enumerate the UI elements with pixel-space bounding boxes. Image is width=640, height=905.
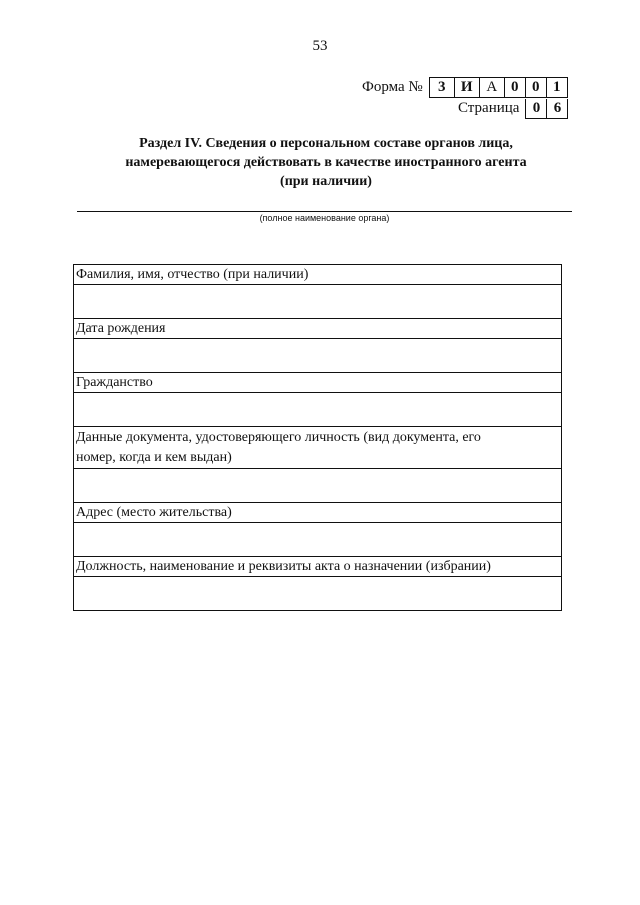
- section-title-line: Раздел IV. Сведения о персональном составе органов лица,: [139, 136, 513, 151]
- field-label-address: Адрес (место жительства): [74, 503, 561, 523]
- organ-name-caption: (полное наименование органа): [259, 213, 390, 223]
- form-number-label: Форма №: [362, 79, 423, 95]
- section-title-line: намеревающегося действовать в качестве иностранного агента: [125, 155, 527, 170]
- form-code-cell: 1: [547, 78, 568, 97]
- field-label-full-name: Фамилия, имя, отчество (при наличии): [74, 265, 561, 285]
- organ-name-line[interactable]: [77, 211, 572, 212]
- field-value-citizenship[interactable]: [74, 393, 561, 427]
- field-value-full-name[interactable]: [74, 285, 561, 319]
- field-value-birth-date[interactable]: [74, 339, 561, 373]
- personal-data-table: [73, 264, 562, 611]
- field-value-position[interactable]: [74, 577, 561, 610]
- form-number-row: [362, 77, 568, 98]
- field-value-identity-document[interactable]: [74, 469, 561, 503]
- page-indicator-label: Страница: [458, 100, 520, 116]
- page-digit-cell: 0: [526, 99, 547, 118]
- field-label-birth-date: Дата рождения: [74, 319, 561, 339]
- page-indicator-row: [458, 98, 568, 119]
- page-digit-cell: 6: [547, 99, 568, 118]
- field-label-identity-document: [74, 427, 561, 469]
- page-number: 53: [312, 38, 328, 54]
- form-code-boxes: [429, 77, 568, 98]
- field-label-line: Данные документа, удостоверяющего личность (вид документа, его: [76, 430, 481, 445]
- field-label-citizenship: Гражданство: [74, 373, 561, 393]
- form-code-cell: 0: [505, 78, 526, 97]
- form-code-cell: И: [455, 78, 480, 97]
- field-value-address[interactable]: [74, 523, 561, 557]
- form-code-cell: 3: [430, 78, 455, 97]
- field-label-position: Должность, наименование и реквизиты акта о назначении (избрании): [74, 557, 561, 577]
- section-title-line: (при наличии): [280, 174, 372, 189]
- form-code-cell: 0: [526, 78, 547, 97]
- field-label-line: номер, когда и кем выдан): [76, 450, 232, 465]
- form-code-cell: А: [480, 78, 505, 97]
- section-title: [60, 134, 592, 191]
- page-digit-boxes: [525, 99, 568, 119]
